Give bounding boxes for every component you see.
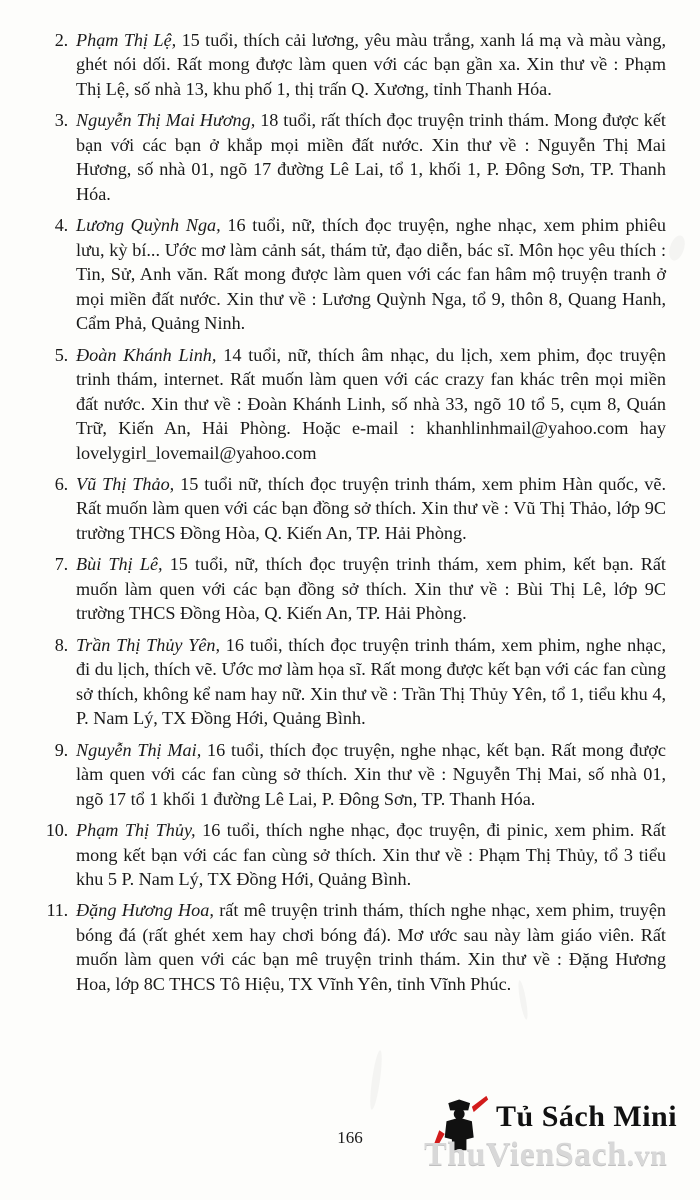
entry-number: 2. xyxy=(54,30,68,50)
entry-body xyxy=(76,213,666,335)
watermark-site-suffix: .vn xyxy=(626,1139,668,1172)
entry-body xyxy=(76,633,666,731)
entry-name: Đoàn Khánh Linh, xyxy=(76,344,217,365)
entry-number: 4. xyxy=(54,215,68,236)
entry-body xyxy=(76,28,666,101)
entry-name: Lương Quỳnh Nga, xyxy=(76,215,221,236)
entry-number: 6. xyxy=(54,473,68,494)
list-item xyxy=(38,108,666,206)
entry-name: Trần Thị Thủy Yên, xyxy=(76,634,221,655)
watermark-title: Tủ Sách Mini xyxy=(496,1100,678,1133)
entry-list xyxy=(38,28,666,1003)
entry-name: Phạm Thị Thủy, xyxy=(76,820,196,841)
paper-smudge xyxy=(368,1050,384,1111)
entry-text: 18 tuổi, rất thích đọc truyện trinh thám. Mong được kết bạn với các bạn ở khắp mọi miền đất nước. Xin thư về : Nguyễn Thị Mai Hương, số nhà 01, ngõ 17 đường Lê Lai, tổ 1, khối 1, P. Đông Sơn, TP. Thanh Hóa. xyxy=(76,110,666,204)
entry-text: 16 tuổi, thích nghe nhạc, đọc truyện, đi pinic, xem phim. Rất mong kết bạn với các fan cùng sở thích. Xin thư về : Phạm Thị Thủy, tổ 3 tiểu khu 5 P. Nam Lý, TX Đồng Hới, Quảng Bình. xyxy=(76,820,666,889)
entry-number: 11. xyxy=(46,900,68,921)
entry-name: Bùi Thị Lê, xyxy=(76,554,163,575)
entry-body xyxy=(76,898,666,996)
watermark-site-name: ThuVienSach xyxy=(424,1136,627,1173)
entry-text: 16 tuổi, thích đọc truyện, nghe nhạc, kết bạn. Rất mong được làm quen với các fan cùng sở thích. Xin thư về : Nguyễn Thị Mai, số nhà 01, ngõ 17 tổ 1 khối 1 đường Lê Lai, P. Đông Sơn, TP. Thanh Hóa. xyxy=(76,739,666,809)
entry-text: 14 tuổi, nữ, thích âm nhạc, du lịch, xem phim, đọc truyện trinh thám, internet. Rất muốn làm quen với các crazy fan khác trên mọi miền đất nước. Xin thư về : Đoàn Khánh Linh, số nhà 33, ngõ 10 tổ 5, cụm 8, Quán Trữ, Kiến An, Hải Phòng. Hoặc e-mail : khanhlinhmail@yahoo.com hay lovelygirl_lovemail@yahoo.com xyxy=(76,344,667,463)
entry-number: 5. xyxy=(54,344,68,365)
entry-number: 7. xyxy=(54,554,68,575)
entry-body xyxy=(76,343,666,465)
entry-name: Phạm Thị Lệ, xyxy=(76,30,177,50)
page-number: 166 xyxy=(337,1128,363,1147)
entry-text: rất mê truyện trinh thám, thích nghe nhạc, xem phim, truyện bóng đá (rất ghét xem hay chơi bóng đá). Mơ ước sau này làm giáo viên. Rất muốn làm quen với các bạn mê truyện trinh thám. Xin thư về : Đặng Hương Hoa, lớp 8C THCS Tô Hiệu, TX Vĩnh Yên, tỉnh Vĩnh Phúc. xyxy=(76,900,666,994)
entry-body xyxy=(76,818,666,891)
entry-body xyxy=(76,472,666,545)
entry-body xyxy=(76,552,666,625)
list-item xyxy=(38,818,666,891)
entry-name: Vũ Thị Thảo, xyxy=(76,473,175,494)
entry-text: 15 tuổi, nữ, thích đọc truyện trinh thám, xem phim, kết bạn. Rất muốn làm quen với các bạn đồng sở thích. Xin thư về : Bùi Thị Lê, lớp 9C trường THCS Đồng Hòa, Q. Kiến An, TP. Hải Phòng. xyxy=(76,554,666,624)
entry-text: 15 tuổi, thích cải lương, yêu màu trắng, xanh lá mạ và màu vàng, ghét nói dối. Rất mong được làm quen với các bạn gần xa. Xin thư về : Phạm Thị Lệ, số nhà 13, khu phố 1, thị trấn Q. Xương, tỉnh Thanh Hóa. xyxy=(76,30,666,99)
entry-number: 3. xyxy=(54,110,68,131)
entry-text: 15 tuổi nữ, thích đọc truyện trinh thám, xem phim Hàn quốc, vẽ. Rất muốn làm quen với các bạn đồng sở thích. Xin thư về : Vũ Thị Thảo, lớp 9C trường THCS Đồng Hòa, Q. Kiến An, TP. Hải Phòng. xyxy=(76,473,666,543)
entry-number: 9. xyxy=(54,739,68,760)
list-item xyxy=(38,738,666,811)
list-item xyxy=(38,552,666,625)
entry-text: 16 tuổi, nữ, thích đọc truyện, nghe nhạc, xem phim phiêu lưu, kỳ bí... Ước mơ làm cảnh sát, thám tử, đạo diễn, bác sĩ. Môn học yêu thích : Tin, Sử, Anh văn. Rất mong được làm quen với các fan hâm mộ truyện tranh ở mọi miền đất nước. Xin thư về : Lương Quỳnh Nga, tổ 9, thôn 8, Quang Hanh, Cẩm Phả, Quảng Ninh. xyxy=(76,215,666,334)
list-item xyxy=(38,472,666,545)
entry-name: Nguyễn Thị Mai, xyxy=(76,739,202,760)
paper-smudge xyxy=(666,233,687,262)
watermark-site xyxy=(424,1136,667,1174)
entry-name: Nguyễn Thị Mai Hương, xyxy=(76,110,256,131)
list-item xyxy=(38,898,666,996)
watermark-logo xyxy=(424,1092,682,1184)
entry-number: 10. xyxy=(45,820,68,841)
entry-body xyxy=(76,108,666,206)
list-item xyxy=(38,28,666,101)
entry-number: 8. xyxy=(54,634,68,655)
list-item xyxy=(38,213,666,335)
entry-text: 16 tuổi, thích đọc truyện trinh thám, xem phim, nghe nhạc, đi du lịch, thích vẽ. Ước mơ làm họa sĩ. Rất mong được kết bạn với các fan cùng sở thích, không kể nam hay nữ. Xin thư về : Trần Thị Thủy Yên, tổ 1, tiểu khu 4, P. Nam Lý, TX Đồng Hới, Quảng Bình. xyxy=(76,634,666,729)
list-item xyxy=(38,633,666,731)
entry-name: Đặng Hương Hoa, xyxy=(76,900,214,921)
list-item xyxy=(38,343,666,465)
entry-body xyxy=(76,738,666,811)
